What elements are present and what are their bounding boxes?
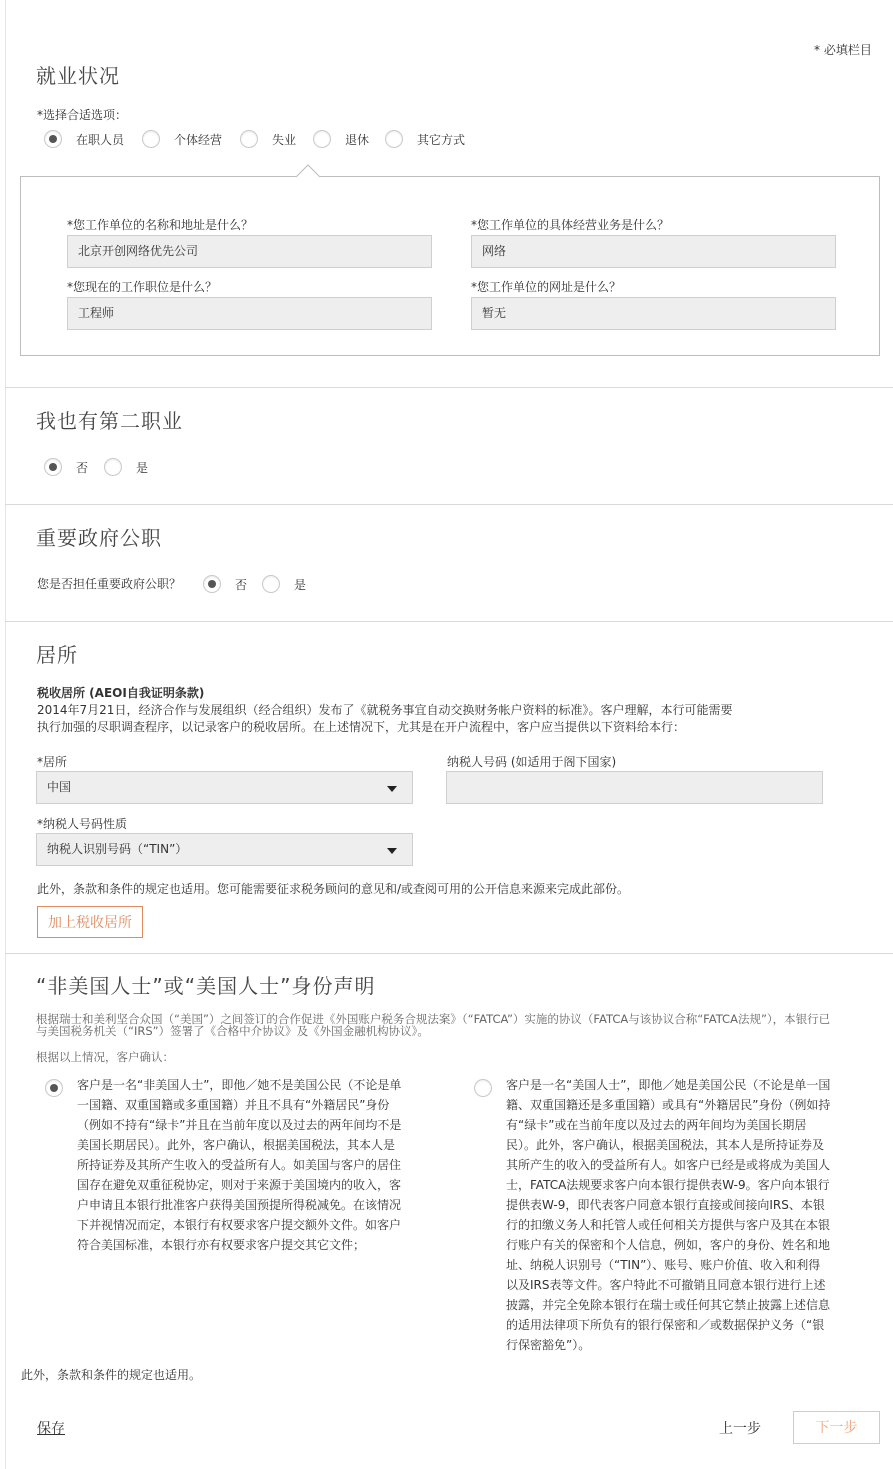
second-job-radio-yes[interactable] bbox=[104, 458, 122, 476]
pep-option-no: 否 bbox=[235, 578, 248, 592]
tax-residence-subtitle: 税收居所 (AEOI自我证明条款) bbox=[37, 686, 205, 700]
required-note: * 必填栏目 bbox=[814, 43, 872, 57]
us-status-intro-line1: 根据瑞士和美利坚合众国（“美国”）之间签订的合作促进《外国账户税务合规法案》（“FATCA”）实施的协议（FATCA与该协议合称“FATCA法规”），本银行已 bbox=[36, 1012, 831, 1026]
tin-type-label: *纳税人号码性质 bbox=[37, 817, 128, 831]
non-us-declaration-text bbox=[77, 1075, 447, 1255]
non-us-line: 一国籍、双重国籍或多重国籍）并且不具有“外籍居民”身份 bbox=[77, 1098, 390, 1112]
pep-title: 重要政府公职 bbox=[36, 526, 162, 550]
us-line: 籍、双重国籍还是多重国籍）或具有“外籍居民”身份（例如持 bbox=[506, 1098, 831, 1112]
position-label: *您现在的工作职位是什么？ bbox=[67, 280, 218, 294]
second-job-option-no: 否 bbox=[76, 461, 89, 475]
employer-name-input[interactable]: 北京开创网络优先公司 bbox=[67, 235, 432, 268]
employment-radio-employed[interactable] bbox=[44, 130, 62, 148]
us-line: 行的扣缴义务人和托管人或任何相关方提供与客户及其在本银 bbox=[506, 1218, 831, 1232]
section-divider bbox=[5, 387, 893, 388]
us-line: 以及IRS表等文件。客户特此不可撤销且同意本银行进行上述 bbox=[506, 1278, 826, 1292]
employment-option-unemployed: 失业 bbox=[272, 133, 297, 147]
tin-label: 纳税人号码 (如适用于阁下国家) bbox=[447, 755, 617, 769]
employment-option-self-employed: 个体经营 bbox=[174, 133, 223, 147]
us-status-footer-note: 此外，条款和条件的规定也适用。 bbox=[21, 1368, 202, 1382]
position-input[interactable]: 工程师 bbox=[67, 297, 432, 330]
us-line: 民）。此外，客户确认，根据美国税法，其本人是所持证券及 bbox=[506, 1138, 825, 1152]
second-job-option-yes: 是 bbox=[136, 461, 149, 475]
employment-radio-self-employed[interactable] bbox=[142, 130, 160, 148]
pep-radio-yes[interactable] bbox=[262, 575, 280, 593]
tax-residence-paragraph-line1: 2014年7月21日，经济合作与发展组织（经合组织）发布了《就税务事宜自动交换财务帐户资料的标准》。客户理解，本行可能需要 bbox=[37, 703, 733, 717]
next-step-button[interactable]: 下一步 bbox=[793, 1411, 880, 1444]
employment-option-retired: 退休 bbox=[345, 133, 370, 147]
panel-pointer bbox=[290, 164, 326, 178]
website-label: *您工作单位的网址是什么？ bbox=[471, 280, 622, 294]
us-status-intro-line2: 与美国税务机关（“IRS”）签署了《合格中介协议》及《外国金融机构协议》。 bbox=[36, 1024, 429, 1038]
pep-question: 您是否担任重要政府公职？ bbox=[37, 577, 182, 591]
business-input[interactable]: 网络 bbox=[471, 235, 836, 268]
chevron-down-icon bbox=[387, 848, 397, 854]
second-job-radio-no[interactable] bbox=[44, 458, 62, 476]
us-line: 的适用法律项下所负有的银行保密和／或数据保护义务（“银 bbox=[506, 1318, 825, 1332]
employment-title: 就业状况 bbox=[36, 64, 120, 88]
non-us-line: 国存在避免双重征税协定，则对于来源于美国境内的收入，客 bbox=[77, 1178, 402, 1192]
residence-select[interactable] bbox=[36, 771, 413, 804]
us-status-title: “非美国人士”或“美国人士”身份声明 bbox=[36, 974, 376, 998]
non-us-line: 户申请且本银行批准客户获得美国预提所得税减免。在该情况 bbox=[77, 1198, 402, 1212]
us-line: 士，FATCA法规要求客户向本银行提供表W-9。客户向本银行 bbox=[506, 1178, 830, 1192]
tax-residence-paragraph-line2: 执行加强的尽职调查程序，以记录客户的税收居所。在上述情况下，尤其是在开户流程中，客户应当提供以下资料给本行： bbox=[37, 720, 686, 734]
us-line: 址、纳税人识别号（“TIN”）、账号、账户价值、收入和利得 bbox=[506, 1258, 821, 1272]
non-us-line: 所持证券及其所产生收入的受益所有人。如美国与客户的居住 bbox=[77, 1158, 402, 1172]
business-label: *您工作单位的具体经营业务是什么？ bbox=[471, 218, 670, 232]
us-line: 披露，并完全免除本银行在瑞士或任何其它禁止披露上述信息 bbox=[506, 1298, 831, 1312]
second-job-title: 我也有第二职业 bbox=[36, 409, 183, 433]
us-line: 行保密豁免”）。 bbox=[506, 1338, 591, 1352]
left-border-line bbox=[5, 0, 6, 1469]
non-us-line: 下并视情况而定，本银行有权要求客户提交额外文件。如客户 bbox=[77, 1218, 402, 1232]
us-line: 行账户有关的保密和个人信息，例如，客户的身份、姓名和地 bbox=[506, 1238, 831, 1252]
residence-select-value: 中国 bbox=[47, 780, 72, 794]
non-us-line: 符合美国标准，本银行亦有权要求客户提交其它文件； bbox=[77, 1238, 366, 1252]
us-line: 其所产生的收入的受益所有人。如客户已经是或将成为美国人 bbox=[506, 1158, 831, 1172]
non-us-line: （例如不持有“绿卡”并且在当前年度以及过去的两年间均不是 bbox=[77, 1118, 402, 1132]
pep-radio-no[interactable] bbox=[203, 575, 221, 593]
us-status-radio-non-us[interactable] bbox=[45, 1079, 63, 1097]
employment-radio-unemployed[interactable] bbox=[240, 130, 258, 148]
us-line: 客户是一名“美国人士”，即他／她是美国公民（不论是单一国 bbox=[506, 1078, 831, 1092]
employment-select-label: *选择合适选项： bbox=[37, 108, 128, 122]
save-link[interactable]: 保存 bbox=[37, 1421, 65, 1437]
employment-option-other: 其它方式 bbox=[417, 133, 466, 147]
non-us-line: 美国长期居民）。此外，客户确认，根据美国税法，其本人是 bbox=[77, 1138, 396, 1152]
us-status-radio-us[interactable] bbox=[474, 1079, 492, 1097]
previous-step-button[interactable]: 上一步 bbox=[719, 1421, 761, 1437]
employment-option-employed: 在职人员 bbox=[76, 133, 125, 147]
tin-type-select-value: 纳税人识别号码（“TIN”） bbox=[47, 842, 188, 856]
us-status-confirm-label: 根据以上情况，客户确认： bbox=[36, 1050, 174, 1064]
us-declaration-text bbox=[506, 1075, 876, 1355]
employment-radio-retired[interactable] bbox=[313, 130, 331, 148]
tin-type-select[interactable] bbox=[36, 833, 413, 866]
section-divider bbox=[5, 504, 893, 505]
non-us-line: 客户是一名“非美国人士”，即他／她不是美国公民（不论是单 bbox=[77, 1078, 402, 1092]
employer-name-label: *您工作单位的名称和地址是什么？ bbox=[67, 218, 254, 232]
residence-note: 此外，条款和条件的规定也适用。您可能需要征求税务顾问的意见和/或查阅可用的公开信息来源来完成此部份。 bbox=[37, 882, 630, 896]
us-line: 提供表W-9，即代表客户同意本银行直接或间接向IRS、本银 bbox=[506, 1198, 825, 1212]
residence-title: 居所 bbox=[36, 643, 78, 667]
employment-radio-other[interactable] bbox=[385, 130, 403, 148]
us-line: 有“绿卡”或在当前年度以及过去的两年间均为美国长期居 bbox=[506, 1118, 807, 1132]
section-divider bbox=[5, 953, 893, 954]
section-divider bbox=[5, 621, 893, 622]
tin-input[interactable] bbox=[446, 771, 823, 804]
pep-option-yes: 是 bbox=[294, 578, 307, 592]
add-tax-residence-button[interactable]: 加上税收居所 bbox=[37, 906, 143, 938]
residence-label: *居所 bbox=[37, 755, 68, 769]
chevron-down-icon bbox=[387, 786, 397, 792]
website-input[interactable]: 暂无 bbox=[471, 297, 836, 330]
